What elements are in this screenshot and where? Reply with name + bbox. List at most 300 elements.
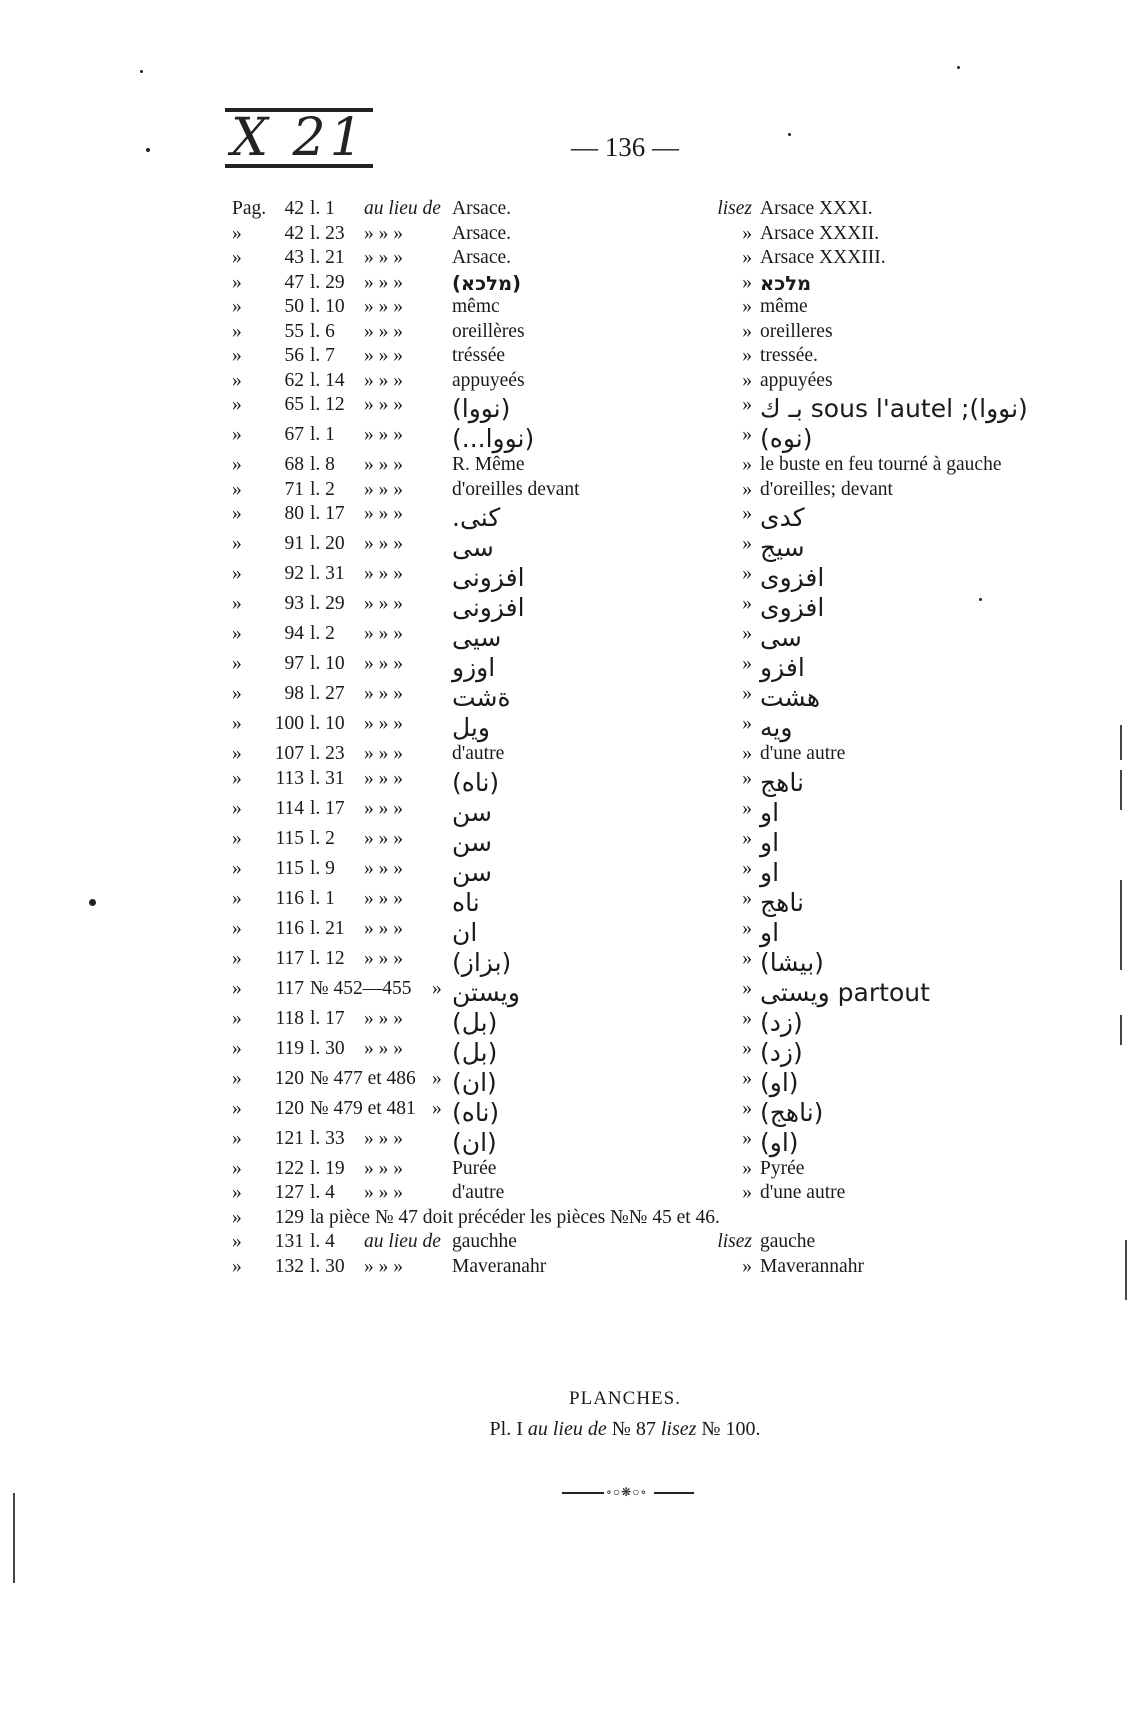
corrected-text: (او) bbox=[760, 1067, 799, 1097]
erroneous-text: ناه bbox=[452, 887, 480, 917]
line-ref: l. 2 bbox=[310, 827, 335, 849]
ditto-mark: » bbox=[232, 533, 242, 554]
page-ref: 116 bbox=[275, 887, 304, 909]
errata-row bbox=[232, 978, 1062, 1008]
corrected-text: Arsace XXXIII. bbox=[760, 247, 886, 268]
ditto-mark: » bbox=[232, 713, 242, 734]
corrected-text: سى bbox=[760, 623, 802, 652]
errata-row bbox=[232, 1128, 1062, 1158]
au-lieu-de-cell: » » » bbox=[364, 1157, 403, 1179]
lisez-cell: » bbox=[742, 1182, 752, 1203]
corrected-text: même bbox=[760, 296, 808, 317]
erroneous-text: ويل bbox=[452, 713, 490, 742]
page-ref: 132 bbox=[274, 1255, 304, 1277]
ditto-mark: » bbox=[232, 478, 242, 500]
au-lieu-de-cell: » » » bbox=[364, 271, 403, 293]
ditto-mark: » bbox=[232, 683, 242, 704]
ditto-mark: » bbox=[232, 271, 242, 293]
page-ref: 47 bbox=[284, 271, 304, 293]
lisez-cell: » bbox=[742, 533, 752, 554]
corrected-text: d'une autre bbox=[760, 743, 846, 764]
errata-row bbox=[232, 424, 1062, 454]
line-ref: l. 9 bbox=[310, 857, 335, 879]
corrected-text: سيج bbox=[760, 533, 805, 562]
erroneous-text: سى bbox=[452, 533, 494, 562]
errata-row bbox=[232, 713, 1062, 743]
page-ref: 127 bbox=[274, 1182, 304, 1203]
corrected-text: هشت bbox=[760, 683, 821, 712]
line-ref: l. 2 bbox=[310, 623, 335, 644]
ditto-mark: » bbox=[232, 1182, 242, 1203]
lisez-cell: » bbox=[742, 247, 752, 268]
corrected-text: Maverannahr bbox=[760, 1255, 864, 1277]
ditto-mark: » bbox=[232, 345, 242, 366]
errata-row bbox=[232, 503, 1062, 533]
corrected-text: (ناهج) bbox=[760, 1097, 824, 1127]
lisez-cell: » bbox=[742, 713, 752, 734]
corrected-text: oreilleres bbox=[760, 320, 833, 342]
lisez-cell: » bbox=[742, 394, 752, 415]
erroneous-text: (מלכא) bbox=[452, 271, 521, 295]
scan-edge-mark bbox=[1120, 880, 1122, 970]
erroneous-text: ويستن bbox=[452, 977, 520, 1007]
erroneous-text: سيى bbox=[452, 623, 502, 652]
ditto-mark: » bbox=[232, 797, 242, 819]
page-ref: 67 bbox=[284, 424, 304, 445]
lisez-cell: » bbox=[742, 1067, 752, 1089]
line-ref: l. 21 bbox=[310, 917, 345, 939]
line-ref: l. 10 bbox=[310, 713, 345, 734]
lisez-cell: » bbox=[742, 743, 752, 764]
errata-row bbox=[232, 533, 1062, 563]
erroneous-text: (نووا) bbox=[452, 394, 511, 423]
lisez-cell: » bbox=[742, 1255, 752, 1277]
ditto-mark: » bbox=[232, 1007, 242, 1029]
ditto-mark: » bbox=[232, 1097, 242, 1119]
page-ref: 107 bbox=[274, 743, 304, 764]
page-ref: 129 bbox=[274, 1206, 304, 1228]
errata-row bbox=[232, 479, 1062, 504]
corrected-text: Arsace XXXI. bbox=[760, 198, 873, 219]
lisez-cell: » bbox=[742, 1127, 752, 1149]
erroneous-text: سن bbox=[452, 827, 492, 857]
errata-row bbox=[232, 370, 1062, 395]
erroneous-text: tréssée bbox=[452, 345, 506, 366]
lisez-cell: » bbox=[742, 767, 752, 789]
au-lieu-de-cell: » » » bbox=[364, 827, 403, 849]
corrected-text: d'oreilles; devant bbox=[760, 478, 893, 500]
corrected-text: Pyrée bbox=[760, 1157, 805, 1179]
page-ref: 115 bbox=[275, 857, 304, 879]
erroneous-text: (ناه) bbox=[452, 1097, 500, 1127]
page-ref: 118 bbox=[275, 1007, 304, 1029]
ditto-mark: » bbox=[232, 394, 242, 415]
lisez-cell: » bbox=[742, 653, 752, 674]
scan-edge-mark bbox=[1120, 725, 1122, 760]
scan-edge-mark bbox=[1125, 1240, 1127, 1300]
au-lieu-de-cell: » » » bbox=[364, 743, 403, 764]
errata-row bbox=[232, 653, 1062, 683]
scan-edge-mark bbox=[13, 1493, 15, 1583]
ditto-mark: » bbox=[232, 743, 242, 764]
erroneous-text: (نووا...) bbox=[452, 424, 535, 453]
au-lieu-de-cell: » » » bbox=[364, 1037, 403, 1059]
line-ref: l. 7 bbox=[310, 345, 335, 366]
ditto-mark: » bbox=[232, 222, 242, 244]
erroneous-text: (ان) bbox=[452, 1127, 497, 1157]
lisez-cell: » bbox=[742, 887, 752, 909]
lisez-cell: » bbox=[742, 424, 752, 445]
line-ref: l. 27 bbox=[310, 683, 345, 704]
errata-row bbox=[232, 296, 1062, 321]
line-ref: l. 17 bbox=[310, 797, 345, 819]
corrected-text: (نووا); sous l'autel بـ ك bbox=[760, 394, 1028, 423]
erroneous-text: افزونى bbox=[452, 563, 525, 592]
planche-new: № 100. bbox=[701, 1418, 761, 1440]
line-ref: l. 33 bbox=[310, 1127, 345, 1149]
errata-row bbox=[232, 1256, 1062, 1281]
lisez-cell: » bbox=[742, 857, 752, 879]
line-ref: l. 4 bbox=[310, 1231, 335, 1252]
errata-row bbox=[232, 683, 1062, 713]
erroneous-text: Arsace. bbox=[452, 198, 512, 219]
line-ref: l. 1 bbox=[310, 424, 335, 445]
lisez-cell: » bbox=[742, 1157, 752, 1179]
erroneous-text: gauchhe bbox=[452, 1231, 517, 1252]
line-ref: l. 4 bbox=[310, 1182, 335, 1203]
planche-label: Pl. I bbox=[489, 1418, 523, 1440]
line-ref: № 477 et 486 bbox=[310, 1067, 416, 1089]
erroneous-text: oreillères bbox=[452, 320, 525, 342]
corrected-text: (بيشا) bbox=[760, 947, 824, 977]
erroneous-text: appuyeés bbox=[452, 369, 525, 391]
au-lieu-de-cell: » » » bbox=[364, 683, 403, 704]
scan-speck bbox=[146, 148, 150, 152]
corrected-text: افزوى bbox=[760, 593, 825, 622]
corrected-text: او bbox=[760, 797, 780, 827]
ditto-mark: » bbox=[232, 977, 242, 999]
ditto-mark: » bbox=[232, 1206, 242, 1228]
au-lieu-de-cell: » bbox=[432, 977, 442, 999]
line-ref: № 479 et 481 bbox=[310, 1097, 416, 1119]
lisez-cell: » bbox=[742, 683, 752, 704]
corrected-text: ناهج bbox=[760, 767, 804, 797]
ditto-mark: » bbox=[232, 1255, 242, 1277]
ditto-mark: » bbox=[232, 623, 242, 644]
page-ref: 94 bbox=[284, 623, 304, 644]
erroneous-text: (بزاز) bbox=[452, 947, 512, 977]
errata-row bbox=[232, 1158, 1062, 1183]
au-lieu-de-cell: » » » bbox=[364, 1127, 403, 1149]
au-lieu-de-cell: » » » bbox=[364, 623, 403, 644]
scan-speck bbox=[788, 133, 791, 136]
au-lieu-de-cell: » » » bbox=[364, 222, 403, 244]
scan-speck bbox=[89, 899, 96, 906]
ditto-mark: » bbox=[232, 1067, 242, 1089]
corrected-text: كدى bbox=[760, 503, 805, 532]
ditto-mark: » bbox=[232, 503, 242, 524]
errata-row bbox=[232, 1038, 1062, 1068]
page-ref: 92 bbox=[284, 563, 304, 584]
line-ref: l. 17 bbox=[310, 1007, 345, 1029]
erroneous-text: (بل) bbox=[452, 1007, 498, 1037]
au-lieu-de-cell: » » » bbox=[364, 857, 403, 879]
lisez-cell: » bbox=[742, 1037, 752, 1059]
corrected-text: appuyées bbox=[760, 369, 833, 391]
errata-row bbox=[232, 623, 1062, 653]
erroneous-text: افزونى bbox=[452, 593, 525, 622]
line-ref: l. 10 bbox=[310, 296, 345, 317]
ditto-mark: » bbox=[232, 369, 242, 391]
au-lieu-de-cell: » » » bbox=[364, 797, 403, 819]
errata-row bbox=[232, 321, 1062, 346]
page-ref: 80 bbox=[284, 503, 304, 524]
errata-row bbox=[232, 743, 1062, 768]
ditto-mark: » bbox=[232, 593, 242, 614]
erroneous-text: (ناه) bbox=[452, 767, 500, 797]
page-ref: 120 bbox=[274, 1097, 304, 1119]
corrected-text: Arsace XXXII. bbox=[760, 222, 880, 244]
erroneous-text: سن bbox=[452, 797, 492, 827]
errata-row bbox=[232, 198, 1062, 223]
au-lieu-de-cell: » » » bbox=[364, 533, 403, 554]
au-lieu-de-cell: » » » bbox=[364, 917, 403, 939]
page-ref: 43 bbox=[284, 247, 304, 268]
corrected-text: ناهج bbox=[760, 887, 804, 917]
page-ref: 93 bbox=[284, 593, 304, 614]
erroneous-text: (ان) bbox=[452, 1067, 497, 1097]
errata-row bbox=[232, 768, 1062, 798]
au-lieu-de-cell: » » » bbox=[364, 503, 403, 524]
page-ref: 122 bbox=[274, 1157, 304, 1179]
line-ref: l. 30 bbox=[310, 1037, 345, 1059]
line-ref: l. 21 bbox=[310, 247, 345, 268]
au-lieu-de-cell: » » » bbox=[364, 478, 403, 500]
line-ref: l. 17 bbox=[310, 503, 345, 524]
lisez-cell: » bbox=[742, 503, 752, 524]
au-lieu-de-cell: » » » bbox=[364, 593, 403, 614]
page-ref: 117 bbox=[275, 947, 304, 969]
ditto-mark: » bbox=[232, 1157, 242, 1179]
errata-row bbox=[232, 918, 1062, 948]
lisez-cell: » bbox=[742, 827, 752, 849]
scan-edge-mark bbox=[1120, 1015, 1122, 1045]
au-lieu-de-cell: » » » bbox=[364, 424, 403, 445]
line-ref: № 452—455 bbox=[310, 977, 412, 999]
au-lieu-de-cell: au lieu de bbox=[364, 1231, 441, 1252]
planches-correction bbox=[0, 1418, 1140, 1441]
page-ref: 116 bbox=[275, 917, 304, 939]
page-ref: 68 bbox=[284, 454, 304, 475]
corrected-text: partout ويستى bbox=[760, 977, 930, 1007]
errata-row bbox=[232, 272, 1062, 297]
ditto-mark: » bbox=[232, 247, 242, 268]
errata-row bbox=[232, 888, 1062, 918]
lisez-cell: » bbox=[742, 1097, 752, 1119]
au-lieu-de-cell: » bbox=[432, 1097, 442, 1119]
au-lieu-de-cell: » » » bbox=[364, 394, 403, 415]
line-ref: l. 6 bbox=[310, 320, 335, 342]
lisez-cell: » bbox=[742, 917, 752, 939]
page-ref: 121 bbox=[274, 1127, 304, 1149]
line-ref: l. 31 bbox=[310, 563, 345, 584]
line-ref: l. 1 bbox=[310, 887, 335, 909]
page-ref: 120 bbox=[274, 1067, 304, 1089]
errata-row bbox=[232, 1098, 1062, 1128]
line-ref: l. 20 bbox=[310, 533, 345, 554]
corrected-text: او bbox=[760, 827, 780, 857]
lisez-cell: » bbox=[742, 593, 752, 614]
ditto-mark: » bbox=[232, 767, 242, 789]
corrected-text: le buste en feu tourné à gauche bbox=[760, 454, 1002, 475]
erroneous-text: ان bbox=[452, 917, 478, 947]
erroneous-text: سن bbox=[452, 857, 492, 887]
erroneous-text: ةشت bbox=[452, 683, 511, 712]
errata-row bbox=[232, 394, 1062, 424]
line-ref: l. 29 bbox=[310, 271, 345, 293]
corrected-text: d'une autre bbox=[760, 1182, 846, 1203]
line-ref: l. 31 bbox=[310, 767, 345, 789]
scan-edge-mark bbox=[1120, 770, 1122, 810]
corrected-text: (او) bbox=[760, 1127, 799, 1157]
ditto-mark: » bbox=[232, 454, 242, 475]
corrected-text: (زد) bbox=[760, 1037, 803, 1067]
au-lieu-de-cell: » » » bbox=[364, 767, 403, 789]
line-ref: l. 19 bbox=[310, 1157, 345, 1179]
page-ref: 42 bbox=[284, 198, 304, 219]
corrected-text: او bbox=[760, 917, 780, 947]
au-lieu-de-cell: » » » bbox=[364, 320, 403, 342]
page-ref: 62 bbox=[284, 369, 304, 391]
lisez-cell: » bbox=[742, 797, 752, 819]
errata-row bbox=[232, 454, 1062, 479]
erroneous-text: Maveranahr bbox=[452, 1255, 547, 1277]
page-ref: 91 bbox=[284, 533, 304, 554]
errata-row bbox=[232, 563, 1062, 593]
erroneous-text: كنى. bbox=[452, 503, 501, 532]
au-lieu-de-cell: au lieu de bbox=[364, 198, 441, 219]
au-lieu-de-cell: » » » bbox=[364, 887, 403, 909]
line-ref: l. 12 bbox=[310, 947, 345, 969]
line-ref: l. 2 bbox=[310, 478, 335, 500]
planche-old: № 87 bbox=[611, 1418, 656, 1440]
lisez-cell: » bbox=[742, 478, 752, 500]
lisez-cell: » bbox=[742, 369, 752, 391]
au-lieu-de-cell: » » » bbox=[364, 1255, 403, 1277]
au-lieu-de-cell: » » » bbox=[364, 369, 403, 391]
errata-table bbox=[232, 198, 1062, 1280]
page-ref: 56 bbox=[284, 345, 304, 366]
lisez-cell: lisez bbox=[717, 1231, 752, 1252]
errata-note: la pièce № 47 doit précéder les pièces №№ 45 et 46. bbox=[310, 1206, 720, 1228]
line-ref: l. 29 bbox=[310, 593, 345, 614]
erroneous-text: d'oreilles devant bbox=[452, 478, 580, 500]
line-ref: l. 23 bbox=[310, 222, 345, 244]
ditto-mark: » bbox=[232, 563, 242, 584]
erroneous-text: Arsace. bbox=[452, 247, 512, 268]
corrected-text: מלכא bbox=[760, 271, 812, 295]
errata-row bbox=[232, 798, 1062, 828]
page-ref: 113 bbox=[275, 767, 304, 789]
corrected-text: tressée. bbox=[760, 345, 818, 366]
lisez-cell: lisez bbox=[717, 198, 752, 219]
errata-row bbox=[232, 1008, 1062, 1038]
errata-row bbox=[232, 1068, 1062, 1098]
lisez-cell: » bbox=[742, 1007, 752, 1029]
line-ref: l. 10 bbox=[310, 653, 345, 674]
page-ref: 65 bbox=[284, 394, 304, 415]
ditto-mark: » bbox=[232, 827, 242, 849]
lisez-cell: » bbox=[742, 977, 752, 999]
errata-row bbox=[232, 1207, 1062, 1232]
corrected-text: ويه bbox=[760, 713, 793, 742]
page-ref: 115 bbox=[275, 827, 304, 849]
corrected-text: (نوه) bbox=[760, 424, 813, 453]
lisez-cell: » bbox=[742, 222, 752, 244]
erroneous-text: R. Même bbox=[452, 454, 525, 475]
ditto-mark: Pag. bbox=[232, 198, 267, 219]
corrected-text: (زد) bbox=[760, 1007, 803, 1037]
scan-speck bbox=[140, 70, 143, 73]
page-ref: 71 bbox=[284, 478, 304, 500]
ditto-mark: » bbox=[232, 1127, 242, 1149]
au-lieu-de-cell: » » » bbox=[364, 296, 403, 317]
lisez-cell: » bbox=[742, 271, 752, 293]
erroneous-text: Arsace. bbox=[452, 222, 512, 244]
erroneous-text: (بل) bbox=[452, 1037, 498, 1067]
line-ref: l. 12 bbox=[310, 394, 345, 415]
lisez-cell: » bbox=[742, 454, 752, 475]
lisez-cell: » bbox=[742, 947, 752, 969]
page-ref: 114 bbox=[275, 797, 304, 819]
line-ref: l. 14 bbox=[310, 369, 345, 391]
lisez-cell: » bbox=[742, 320, 752, 342]
ornamental-rule: ∘○❋○∘ bbox=[562, 1485, 692, 1499]
errata-row bbox=[232, 345, 1062, 370]
line-ref: l. 1 bbox=[310, 198, 335, 219]
erroneous-text: d'autre bbox=[452, 743, 505, 764]
planches-heading: PLANCHES. bbox=[569, 1388, 681, 1409]
ditto-mark: » bbox=[232, 424, 242, 445]
erroneous-text: اوزو bbox=[452, 653, 496, 682]
corrected-text: افزو bbox=[760, 653, 805, 682]
au-lieu-de-cell: » bbox=[432, 1067, 442, 1089]
errata-row bbox=[232, 828, 1062, 858]
page-ref: 98 bbox=[284, 683, 304, 704]
corrected-text: افزوى bbox=[760, 563, 825, 592]
corrected-text: gauche bbox=[760, 1231, 816, 1252]
ditto-mark: » bbox=[232, 947, 242, 969]
ditto-mark: » bbox=[232, 296, 242, 317]
page-ref: 42 bbox=[284, 222, 304, 244]
lisez-label: lisez bbox=[660, 1418, 697, 1440]
page-ref: 97 bbox=[284, 653, 304, 674]
ditto-mark: » bbox=[232, 320, 242, 342]
au-lieu-de-label: au lieu de bbox=[527, 1418, 607, 1440]
page-ref: 55 bbox=[284, 320, 304, 342]
au-lieu-de-cell: » » » bbox=[364, 947, 403, 969]
ditto-mark: » bbox=[232, 917, 242, 939]
scan-speck bbox=[957, 66, 960, 69]
line-ref: l. 23 bbox=[310, 743, 345, 764]
au-lieu-de-cell: » » » bbox=[364, 1182, 403, 1203]
ditto-mark: » bbox=[232, 887, 242, 909]
errata-row bbox=[232, 223, 1062, 248]
errata-row bbox=[232, 593, 1062, 623]
errata-row bbox=[232, 247, 1062, 272]
errata-row bbox=[232, 1182, 1062, 1207]
ditto-mark: » bbox=[232, 653, 242, 674]
